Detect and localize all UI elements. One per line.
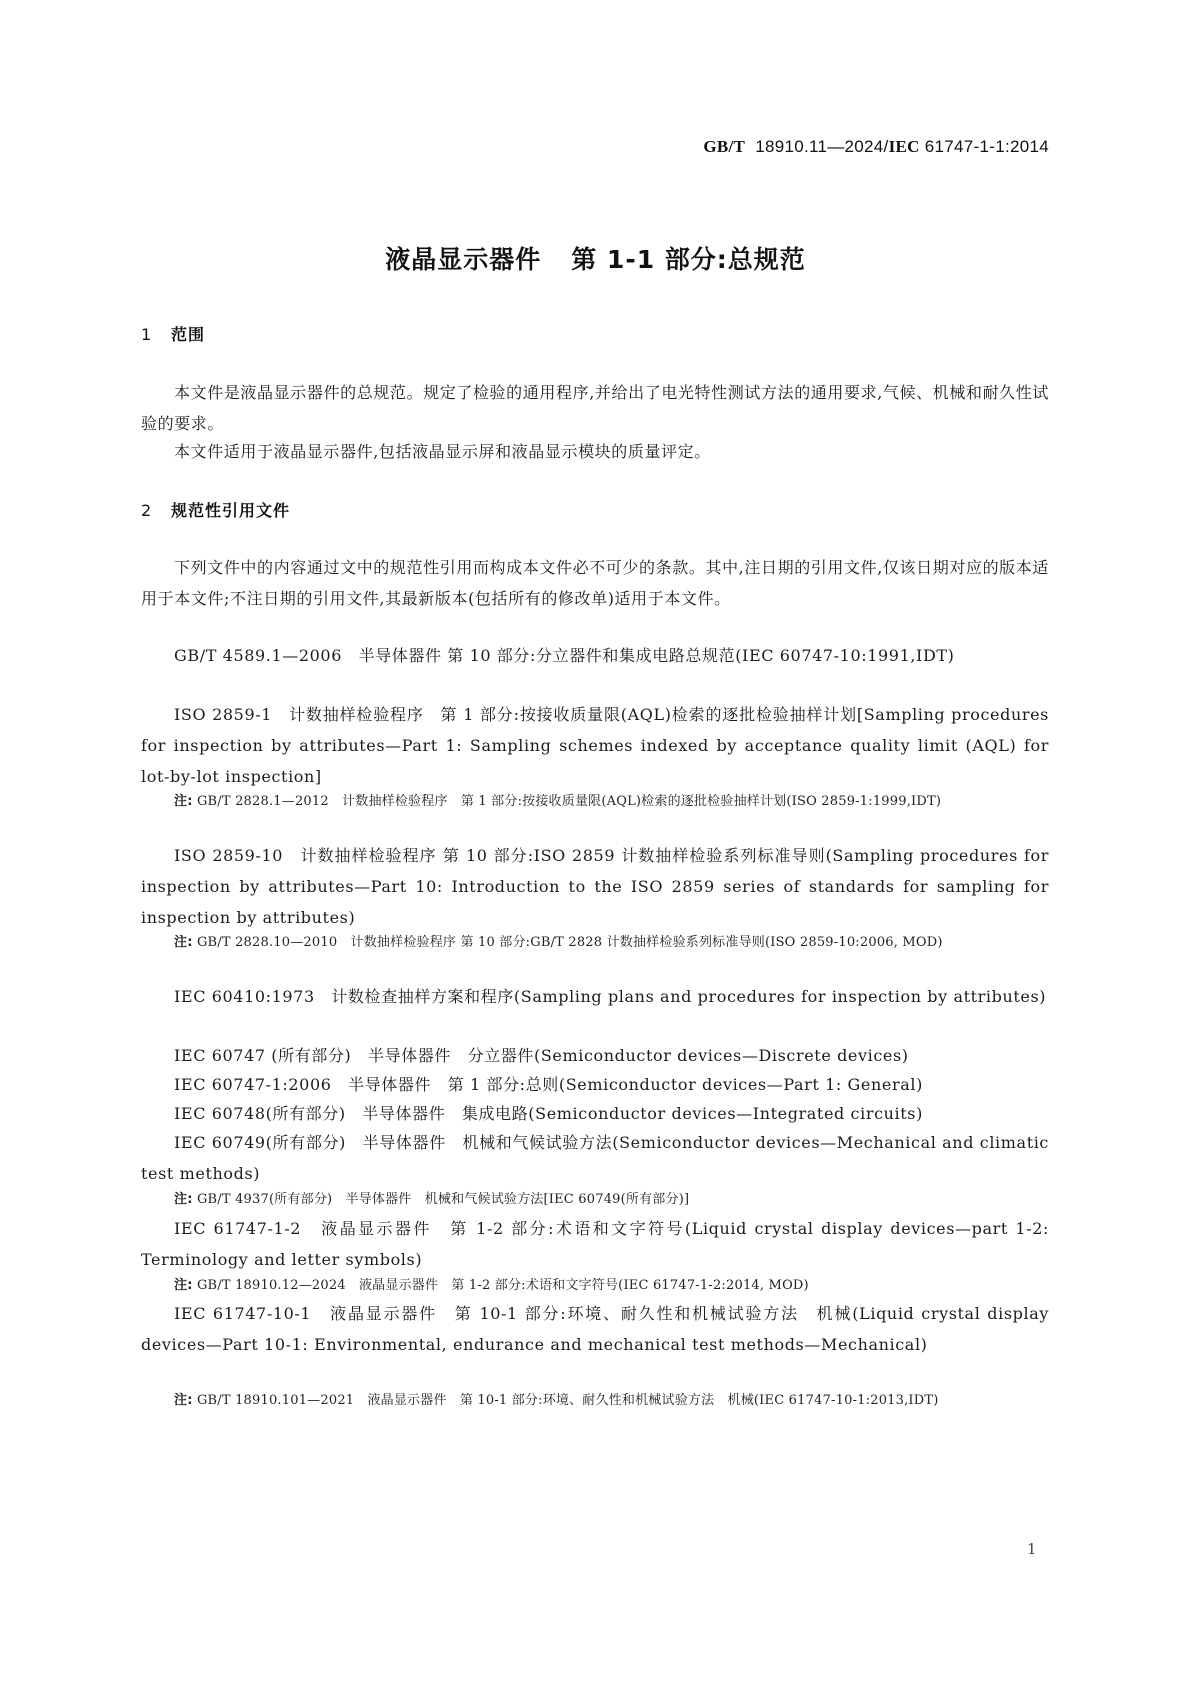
reference-note: 注: GB/T 18910.101—2021 液晶显示器件 第 10-1 部分:环境、耐久性和机械试验方法 机械(IEC 61747-10-1:2013,IDT) bbox=[174, 1393, 939, 1408]
reference-item: IEC 60749(所有部分) 半导体器件 机械和气候试验方法(Semiconductor devices—Mechanical and climatic test methods) bbox=[141, 1133, 1049, 1183]
reference-note: 注: GB/T 4937(所有部分) 半导体器件 机械和气候试验方法[IEC 60749(所有部分)] bbox=[174, 1192, 690, 1207]
reference-item: ISO 2859-1 计数抽样检验程序 第 1 部分:按接收质量限(AQL)检索的逐批检验抽样计划[Sampling procedures for inspection by attributes—Part 1: Sampling schemes indexed by acceptance quality limit (AQL) for lot-by-lot inspection] bbox=[141, 705, 1049, 786]
reference-item: GB/T 4589.1—2006 半导体器件 第 10 部分:分立器件和集成电路总规范(IEC 60747-10:1991,IDT) bbox=[174, 646, 955, 665]
reference-item: IEC 60747-1:2006 半导体器件 第 1 部分:总则(Semiconductor devices—Part 1: General) bbox=[174, 1075, 923, 1094]
document-title: 液晶显示器件 第 1-1 部分:总规范 bbox=[385, 245, 806, 274]
reference-note: 注: GB/T 2828.10—2010 计数抽样检验程序 第 10 部分:GB/T 2828 计数抽样检验系列标准导则(ISO 2859-10:2006, MOD) bbox=[174, 935, 943, 950]
references-intro: 下列文件中的内容通过文中的规范性引用而构成本文件必不可少的条款。其中,注日期的引用文件,仅该日期对应的版本适用于本文件;不注日期的引用文件,其最新版本(包括所有的修改单)适用于本文件。 bbox=[141, 558, 1049, 608]
reference-item: IEC 60747 (所有部分) 半导体器件 分立器件(Semiconductor devices—Discrete devices) bbox=[174, 1046, 909, 1065]
scope-paragraph-1: 本文件是液晶显示器件的总规范。规定了检验的通用程序,并给出了电光特性测试方法的通用要求,气候、机械和耐久性试验的要求。 bbox=[141, 383, 1049, 433]
reference-item: IEC 60410:1973 计数检查抽样方案和程序(Sampling plans and procedures for inspection by attributes) bbox=[174, 987, 1047, 1006]
reference-item: IEC 61747-10-1 液晶显示器件 第 10-1 部分:环境、耐久性和机械试验方法 机械(Liquid crystal display devices—Part 10-1: Environmental, endurance and mechanical test methods—Mechanical) bbox=[141, 1304, 1049, 1354]
page-number: 1 bbox=[1027, 1540, 1037, 1558]
section-heading-normative-references: 2 规范性引用文件 bbox=[141, 501, 291, 520]
scope-paragraph-2: 本文件适用于液晶显示器件,包括液晶显示屏和液晶显示模块的质量评定。 bbox=[174, 442, 711, 461]
reference-note: 注: GB/T 2828.1—2012 计数抽样检验程序 第 1 部分:按接收质量限(AQL)检索的逐批检验抽样计划(ISO 2859-1:1999,IDT) bbox=[174, 794, 942, 809]
section-heading-scope: 1 范围 bbox=[141, 325, 206, 344]
reference-note: 注: GB/T 18910.12—2024 液晶显示器件 第 1-2 部分:术语和文字符号(IEC 61747-1-2:2014, MOD) bbox=[174, 1278, 809, 1293]
reference-item: IEC 61747-1-2 液晶显示器件 第 1-2 部分:术语和文字符号(Liquid crystal display devices—part 1-2: Terminology and letter symbols) bbox=[141, 1219, 1049, 1269]
reference-item: ISO 2859-10 计数抽样检验程序 第 10 部分:ISO 2859 计数抽样检验系列标准导则(Sampling procedures for inspection by attributes—Part 10: Introduction to the ISO 2859 series of standards for sampling for inspection by attributes) bbox=[141, 846, 1049, 927]
standard-code-header: GB/T 18910.11—2024/IEC 61747-1-1:2014 bbox=[703, 137, 1049, 156]
reference-item: IEC 60748(所有部分) 半导体器件 集成电路(Semiconductor devices—Integrated circuits) bbox=[174, 1104, 923, 1123]
